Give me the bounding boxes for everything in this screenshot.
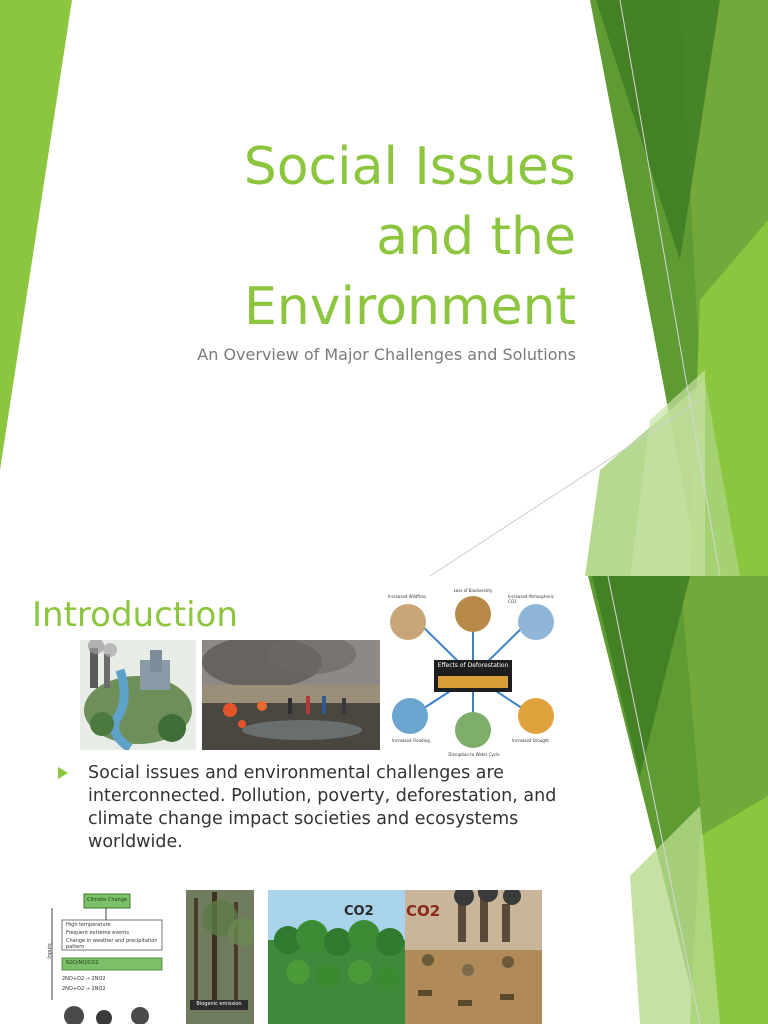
- climate-change-label: Climate Change: [87, 897, 127, 903]
- inputs-label: Inputs: [46, 943, 53, 959]
- title-line-1: Social Issues: [243, 137, 576, 197]
- deforestation-center-label: Effects of Deforestation: [437, 662, 509, 669]
- climate-bullet-1: High temperature: [66, 922, 111, 928]
- biogenic-emission-label: Biogenic emission: [196, 1001, 242, 1007]
- equation-row-2: 2NO+O2 → 2NO2: [62, 976, 106, 982]
- bullet-arrow-icon: [58, 767, 68, 779]
- climate-bullet-2: Frequent extreme events: [66, 930, 129, 936]
- label-water-cycle: Disruption to Water Cycle: [448, 752, 500, 757]
- title-line-2: and the: [376, 207, 576, 267]
- co2-forest-comparison-image: [268, 890, 542, 1024]
- climate-bullet-3: Change in weather and precipitation pattern: [66, 938, 158, 950]
- slide-title: Introduction: [32, 595, 238, 635]
- equation-row-1: N2O/NO/CO2: [66, 960, 99, 966]
- label-loss-of-biodiversity: Loss of Biodiversity: [453, 588, 493, 593]
- left-green-wedge: [0, 0, 72, 470]
- wildfire-icon: [390, 604, 426, 640]
- label-increased-drought: Increased Drought: [512, 738, 549, 743]
- flooding-icon: [392, 698, 428, 734]
- introduction-slide: [0, 576, 768, 1024]
- bullet-item: [58, 762, 558, 854]
- slide-title: [76, 132, 576, 342]
- bullet-text: Social issues and environmental challenges are interconnected. Pollution, poverty, deforestation, and climate change impact societies and ecosystems worldwide.: [88, 763, 557, 852]
- label-increased-flooding: Increased Flooding: [392, 738, 430, 743]
- label-increased-wildfires: Increased Wildfires: [388, 594, 426, 599]
- co2-label-left: CO2: [344, 904, 374, 919]
- title-line-3: Environment: [243, 277, 576, 337]
- co2-icon: [518, 604, 554, 640]
- co2-label-right: CO2: [406, 902, 441, 920]
- slide-subtitle: An Overview of Major Challenges and Solutions: [197, 345, 576, 364]
- burning-waste-photo: [202, 640, 380, 750]
- drought-icon: [518, 698, 554, 734]
- co2-illustration-graphics: [268, 890, 542, 1024]
- deforestation-diagram: [388, 588, 558, 764]
- pollution-city-image: [80, 640, 196, 750]
- biodiversity-icon: [455, 596, 491, 632]
- climate-change-diagram: [44, 888, 254, 1024]
- equation-row-3: 2NO+O2 → 2NO2: [62, 986, 106, 992]
- water-cycle-icon: [455, 712, 491, 748]
- label-increased-co2: Increased Atmospheric CO2: [508, 594, 554, 604]
